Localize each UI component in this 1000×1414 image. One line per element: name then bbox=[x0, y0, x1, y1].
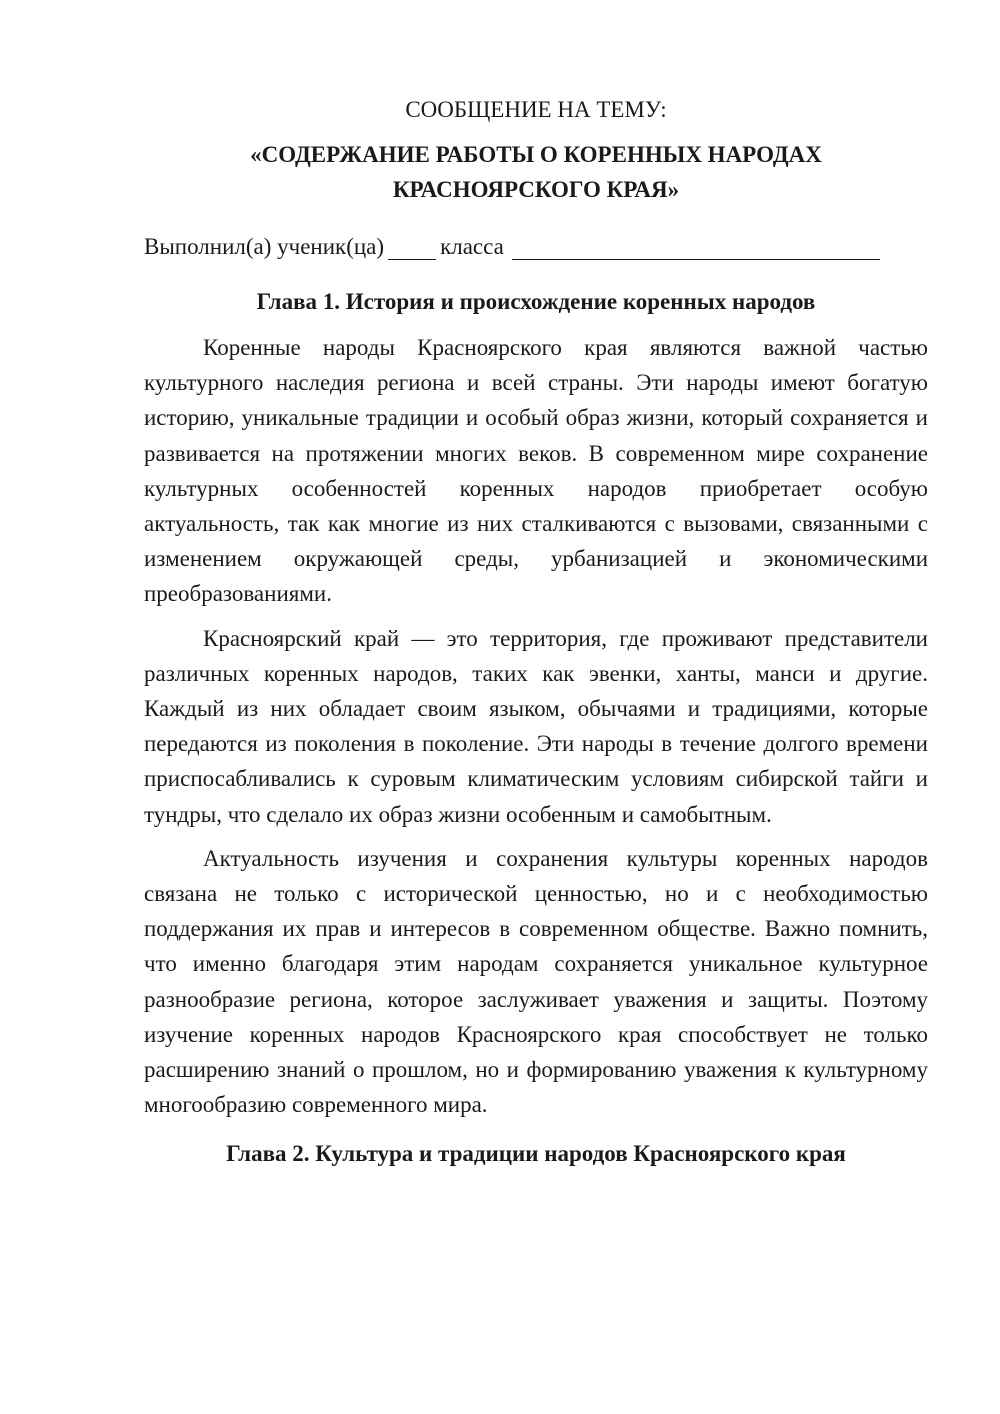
student-info-line bbox=[144, 227, 928, 264]
document-page bbox=[144, 92, 928, 1171]
title-line-2: КРАСНОЯРСКОГО КРАЯ» bbox=[392, 177, 680, 202]
document-header: СООБЩЕНИЕ НА ТЕМУ: bbox=[405, 97, 667, 122]
student-label: Выполнил(а) ученик(ца) bbox=[144, 234, 385, 259]
class-label: класса bbox=[440, 234, 504, 259]
chapter-1-paragraph-2: Красноярский край — это территория, где проживают представители различных коренных народов, таких как эвенки, ханты, манси и другие. Каждый из них обладает своим языком, обычаями и традициями, которые передаются из поколения в поколение. Эти народы в течение долгого времени приспосабливались к суровым климатическим условиям сибирской тайги и тундры, что сделало их образ жизни особенным и самобытным. bbox=[144, 625, 928, 827]
chapter-1-paragraph-3: Актуальность изучения и сохранения культуры коренных народов связана не только с исторической ценностью, но и с необходимостью поддержания их прав и интересов в современном обществе. Важно помнить, что именно благодаря этим народам сохраняется уникальное культурное разнообразие региона, которое заслуживает уважения и защиты. Поэтому изучение коренных народов Красноярского края способствует не только расширению знаний о прошлом, но и формированию уважения к культурному многообразию современного мира. bbox=[144, 845, 928, 1118]
chapter-2-heading: Глава 2. Культура и традиции народов Красноярского края bbox=[226, 1141, 846, 1167]
grade-blank bbox=[388, 233, 436, 260]
class-blank bbox=[512, 233, 880, 260]
chapter-1-paragraph-1: Коренные народы Красноярского края являются важной частью культурного наследия региона и всей страны. Эти народы имеют богатую историю, уникальные традиции и особый образ жизни, который сохраняется и развивается на протяжении многих веков. В современном мире сохранение культурных особенностей коренных народов приобретает особую актуальность, так как многие из них сталкиваются с вызовами, связанными с изменением окружающей среды, урбанизацией и экономическими преобразованиями. bbox=[144, 335, 928, 607]
title-line-1: «СОДЕРЖАНИЕ РАБОТЫ О КОРЕННЫХ НАРОДАХ bbox=[250, 142, 822, 167]
chapter-1-heading: Глава 1. История и происхождение коренных народов bbox=[256, 289, 816, 314]
document-title bbox=[144, 137, 928, 207]
